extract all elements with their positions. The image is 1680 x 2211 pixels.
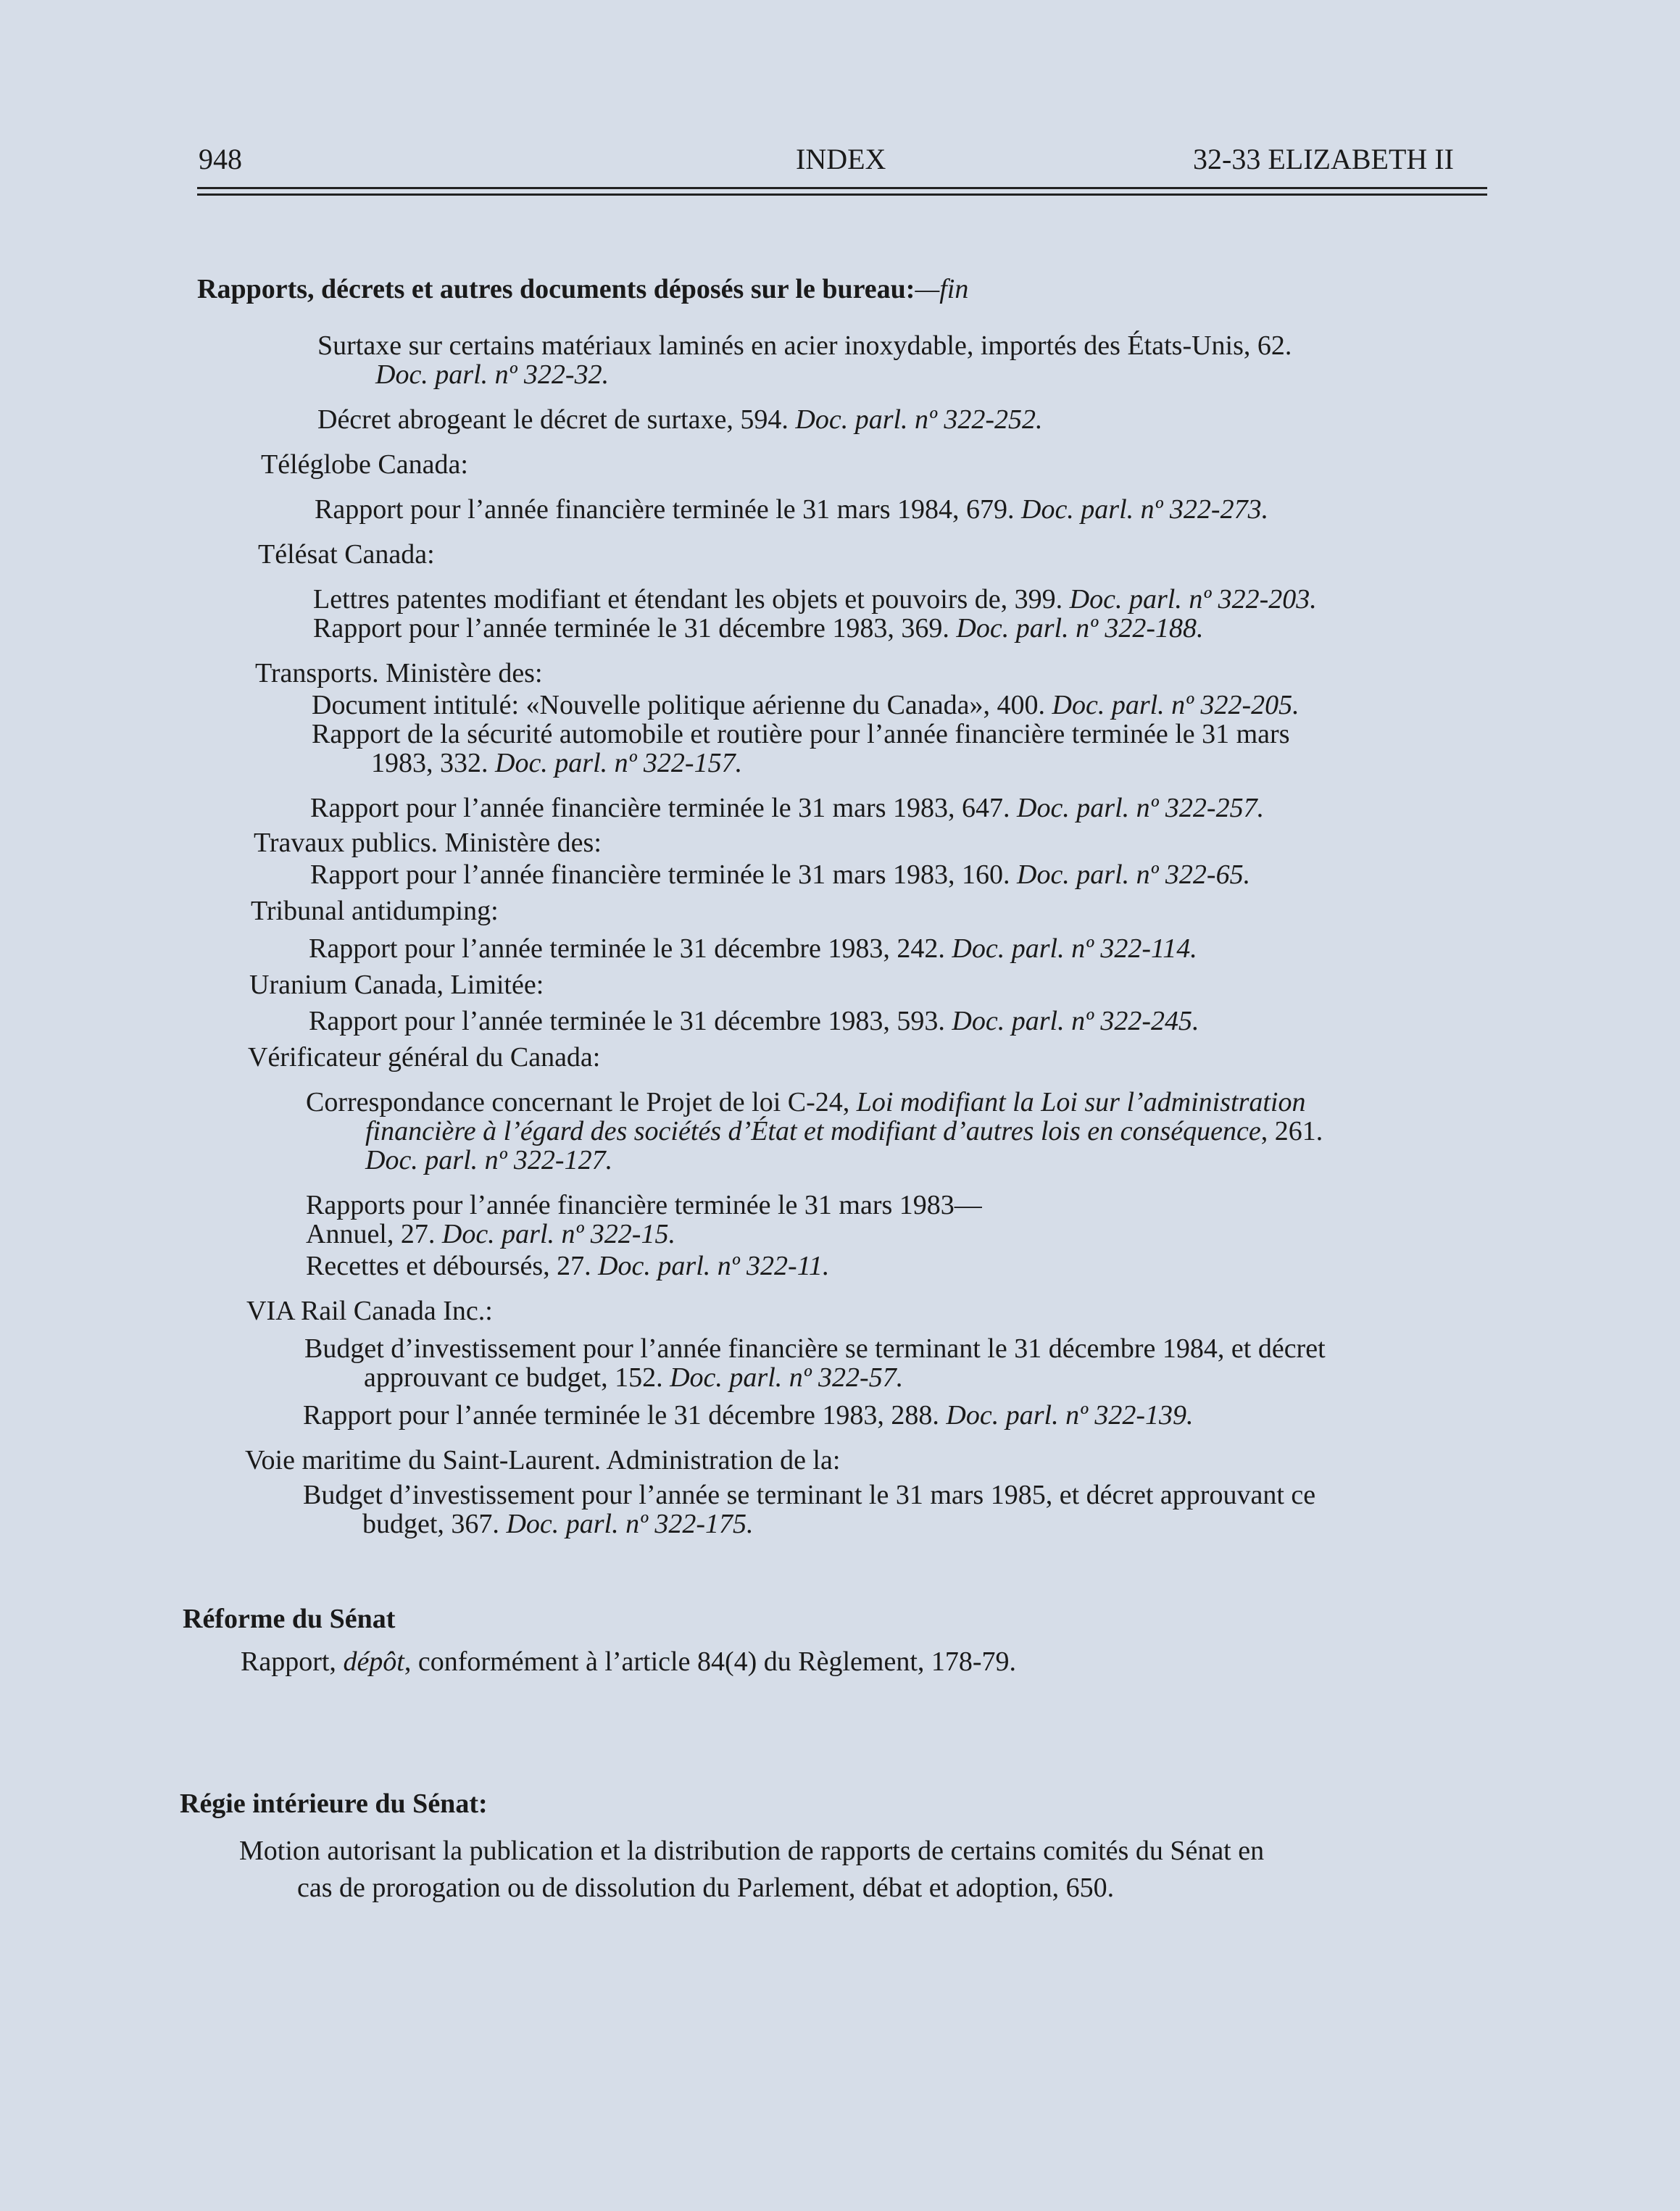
- header-rule-bottom: [197, 193, 1487, 196]
- entry-line: Voie maritime du Saint-Laurent. Administration de la:: [245, 1445, 841, 1475]
- entry-line: Recettes et déboursés, 27. Doc. parl. nº 322-11.: [306, 1251, 830, 1281]
- heading-suffix: —fin: [915, 274, 969, 304]
- section-heading-regie: Régie intérieure du Sénat:: [180, 1789, 488, 1819]
- entry-line: VIA Rail Canada Inc.:: [246, 1296, 493, 1326]
- entry-line: Télésat Canada:: [258, 539, 435, 570]
- entry-line: Rapport de la sécurité automobile et routière pour l’année financière terminée le 31 mars: [312, 719, 1290, 749]
- section-heading-rapports: [197, 267, 968, 312]
- entry-line: Transports. Ministère des:: [255, 658, 543, 688]
- entry-line: budget, 367. Doc. parl. nº 322-175.: [362, 1509, 754, 1539]
- entry-line: Lettres patentes modifiant et étendant les objets et pouvoirs de, 399. Doc. parl. nº 322-203.: [313, 584, 1317, 615]
- page-title: INDEX: [796, 143, 886, 175]
- regie-entry-line2: cas de prorogation ou de dissolution du Parlement, débat et adoption, 650.: [297, 1873, 1115, 1903]
- volume-label: 32-33 ELIZABETH II: [1193, 143, 1454, 175]
- entry-line: Rapport pour l’année financière terminée le 31 mars 1984, 679. Doc. parl. nº 322-273.: [315, 494, 1269, 525]
- entry-line: approuvant ce budget, 152. Doc. parl. nº 322-57.: [364, 1362, 904, 1393]
- entry-line: financière à l’égard des sociétés d’État et modifiant d’autres lois en conséquence, 261.: [365, 1116, 1323, 1146]
- entry-line: Travaux publics. Ministère des:: [254, 828, 602, 858]
- entry-line: Budget d’investissement pour l’année se terminant le 31 mars 1985, et décret approuvant ce: [303, 1480, 1316, 1510]
- page-number: 948: [199, 143, 242, 175]
- entry-line: Surtaxe sur certains matériaux laminés en acier inoxydable, importés des États-Unis, 62.: [317, 330, 1292, 361]
- reforme-entry: Rapport, dépôt, conformément à l’article 84(4) du Règlement, 178-79.: [241, 1646, 1017, 1677]
- rapports-entries: [0, 323, 1326, 1546]
- entry-line: Budget d’investissement pour l’année financière se terminant le 31 décembre 1984, et décret: [304, 1333, 1326, 1364]
- section-heading-reforme: Réforme du Sénat: [183, 1604, 396, 1634]
- entry-line: Rapport pour l’année terminée le 31 décembre 1983, 593. Doc. parl. nº 322-245.: [309, 1006, 1199, 1036]
- entry-line: Uranium Canada, Limitée:: [249, 970, 544, 1000]
- entry-line: Téléglobe Canada:: [261, 449, 468, 480]
- entry-line: Rapport pour l’année terminée le 31 décembre 1983, 242. Doc. parl. nº 322-114.: [309, 933, 1197, 964]
- entry-line: Rapports pour l’année financière terminée le 31 mars 1983—: [306, 1190, 982, 1220]
- entry-line: Correspondance concernant le Projet de loi C-24, Loi modifiant la Loi sur l’administration: [306, 1087, 1306, 1117]
- entry-line: Doc. parl. nº 322-127.: [365, 1145, 613, 1175]
- header-rule-top: [197, 187, 1487, 189]
- entry-line: Document intitulé: «Nouvelle politique aérienne du Canada», 400. Doc. parl. nº 322-205.: [312, 690, 1299, 720]
- entry-line: Rapport pour l’année terminée le 31 décembre 1983, 369. Doc. parl. nº 322-188.: [313, 613, 1204, 644]
- entry-line: Rapport pour l’année financière terminée le 31 mars 1983, 647. Doc. parl. nº 322-257.: [310, 793, 1265, 823]
- entry-line: Décret abrogeant le décret de surtaxe, 594. Doc. parl. nº 322-252.: [317, 404, 1043, 435]
- entry-line: Rapport pour l’année financière terminée le 31 mars 1983, 160. Doc. parl. nº 322-65.: [310, 859, 1251, 890]
- regie-entry-line1: Motion autorisant la publication et la distribution de rapports de certains comités du Sénat en: [239, 1836, 1265, 1866]
- entry-line: Rapport pour l’année terminée le 31 décembre 1983, 288. Doc. parl. nº 322-139.: [303, 1400, 1194, 1431]
- entry-line: 1983, 332. Doc. parl. nº 322-157.: [371, 748, 743, 778]
- heading-text: Rapports, décrets et autres documents déposés sur le bureau:: [197, 274, 915, 304]
- entry-line: Tribunal antidumping:: [251, 896, 499, 926]
- entry-line: Annuel, 27. Doc. parl. nº 322-15.: [306, 1219, 675, 1249]
- entry-line: Doc. parl. nº 322-32.: [375, 359, 610, 390]
- entry-line: Vérificateur général du Canada:: [248, 1042, 601, 1073]
